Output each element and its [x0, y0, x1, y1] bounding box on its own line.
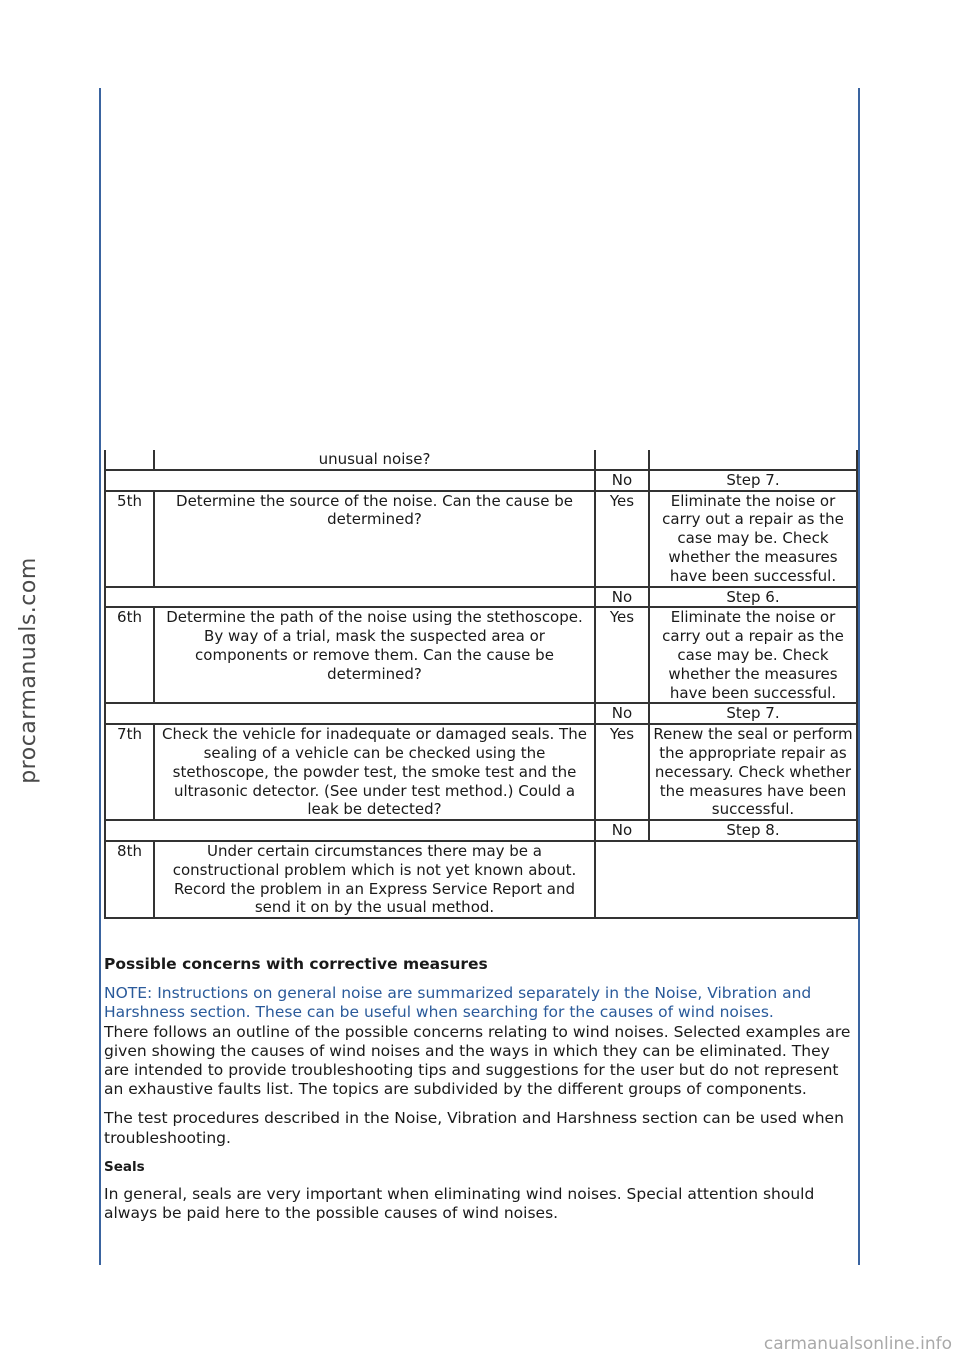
step-cell: 8th [105, 841, 154, 918]
result-cell: Eliminate the noise or carry out a repair as the case may be. Check whether the measures have been successful. [649, 491, 857, 587]
option-cell: Yes [595, 724, 649, 820]
option-cell: Yes [595, 491, 649, 587]
side-watermark [8, 556, 48, 784]
table-row [105, 450, 857, 470]
step-cell [105, 450, 154, 470]
note-text: NOTE: Instructions on general noise are summarized separately in the Noise, Vibration and Harshness section. These can be useful when searching for the causes of wind noises. [104, 984, 812, 1022]
paragraph: The test procedures described in the Noise, Vibration and Harshness section can be used when troubleshooting. [104, 1109, 844, 1147]
option-cell [595, 450, 649, 470]
option-cell: No [595, 703, 649, 724]
blank-cell [105, 587, 595, 608]
table-row [105, 724, 857, 820]
question-cell: unusual noise? [154, 450, 595, 470]
option-cell: No [595, 820, 649, 841]
table-row [105, 703, 857, 724]
result-cell: Step 7. [649, 703, 857, 724]
table-row [105, 587, 857, 608]
question-cell: Check the vehicle for inadequate or damaged seals. The sealing of a vehicle can be checked using the stethoscope, the powder test, the smoke test and the ultrasonic detector. (See under test method.) Could a leak be detected? [154, 724, 595, 820]
section-heading: Possible concerns with corrective measures [104, 955, 488, 973]
step-cell: 5th [105, 491, 154, 587]
blank-cell [105, 470, 595, 491]
diagnostic-steps-table [104, 450, 858, 919]
result-cell: Renew the seal or perform the appropriate repair as necessary. Check whether the measures have been successful. [649, 724, 857, 820]
question-cell: Determine the source of the noise. Can the cause be determined? [154, 491, 595, 587]
blank-cell [105, 820, 595, 841]
question-cell: Determine the path of the noise using the stethoscope. By way of a trial, mask the suspected area or components or remove them. Can the cause be determined? [154, 607, 595, 703]
step-cell: 7th [105, 724, 154, 820]
option-cell: No [595, 587, 649, 608]
subheading-seals: Seals [104, 1158, 145, 1175]
footer-watermark: carmanualsonline.info [763, 1334, 952, 1354]
result-cell [649, 450, 857, 470]
table-row [105, 841, 857, 918]
result-cell: Eliminate the noise or carry out a repair as the case may be. Check whether the measures have been successful. [649, 607, 857, 703]
result-cell: Step 6. [649, 587, 857, 608]
blank-cell [105, 703, 595, 724]
option-cell: Yes [595, 607, 649, 703]
question-cell: Under certain circumstances there may be a constructional problem which is not yet known about. Record the problem in an Express Service Report and send it on by the usual method. [154, 841, 595, 918]
paragraph: In general, seals are very important when eliminating wind noises. Special attention should always be paid here to the possible causes of wind noises. [104, 1185, 815, 1223]
left-margin-rule [99, 88, 101, 1265]
side-watermark-text: procarmanuals.com [15, 556, 41, 784]
right-margin-rule [858, 88, 860, 1265]
result-cell: Step 7. [649, 470, 857, 491]
table-row [105, 820, 857, 841]
paragraph: There follows an outline of the possible concerns relating to wind noises. Selected examples are given showing the causes of wind noises and the ways in which they can be eliminated. They are intended to provide troubleshooting tips and suggestions for the user but do not represent an exhaustive faults list. The topics are subdivided by the different groups of components. [104, 1022, 851, 1099]
result-cell: Step 8. [649, 820, 857, 841]
blank-cell [595, 841, 857, 918]
section-content [104, 955, 856, 1233]
table-row [105, 470, 857, 491]
option-cell: No [595, 470, 649, 491]
table-row [105, 607, 857, 703]
step-cell: 6th [105, 607, 154, 703]
table-row [105, 491, 857, 587]
